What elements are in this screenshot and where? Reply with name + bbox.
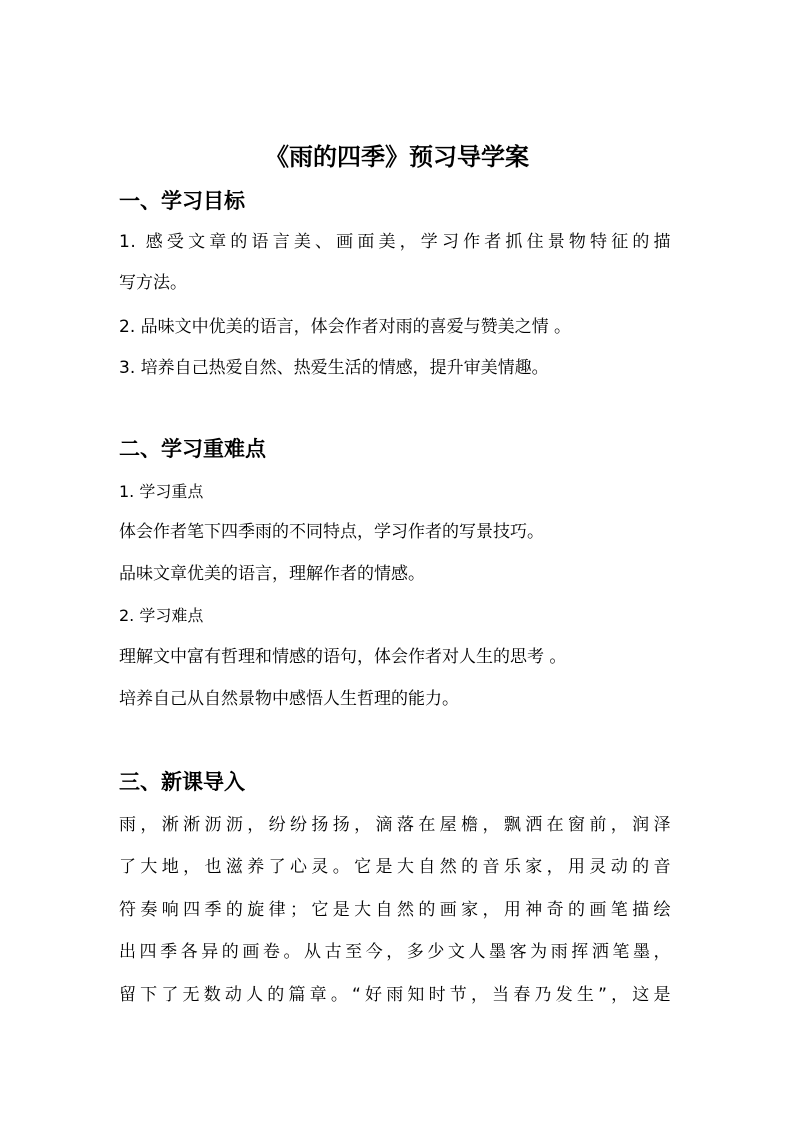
key-point-line-1: 体会作者笔下四季雨的不同特点，学习作者的写景技巧。 — [119, 522, 544, 542]
goal-line-2: 2. 品味文中优美的语言，体会作者对雨的喜爱与赞美之情 。 — [119, 317, 572, 337]
goal-line-1: 1. 感受文章的语言美、画面美，学习作者抓住景物特征的描 — [119, 232, 671, 252]
document-title: 《雨的四季》预习导学案 — [265, 143, 529, 171]
intro-paragraph-line-5: 留下了无数动人的篇章。“好雨知时节，当春乃发生”，这是 — [119, 985, 671, 1005]
section-heading-learning-goals: 一、学习目标 — [119, 189, 245, 213]
section-heading-introduction: 三、新课导入 — [119, 770, 245, 794]
goal-line-1-continued: 写方法。 — [119, 273, 187, 293]
difficult-point-line-1: 理解文中富有哲理和情感的语句，体会作者对人生的思考 。 — [119, 647, 567, 667]
intro-paragraph-line-1: 雨，淅淅沥沥，纷纷扬扬，滴落在屋檐，飘洒在窗前，润泽 — [119, 815, 671, 835]
section-heading-key-difficult-points: 二、学习重难点 — [119, 437, 266, 461]
subheading-key-points: 1. 学习重点 — [119, 482, 204, 501]
intro-paragraph-line-4: 出四季各异的画卷。从古至今，多少文人墨客为雨挥洒笔墨， — [119, 942, 671, 962]
intro-paragraph-line-2: 了大地，也滋养了心灵。它是大自然的音乐家，用灵动的音 — [119, 857, 671, 877]
subheading-difficult-points: 2. 学习难点 — [119, 606, 204, 625]
intro-paragraph-line-3: 符奏响四季的旋律；它是大自然的画家，用神奇的画笔描绘 — [119, 900, 671, 920]
difficult-point-line-2: 培养自己从自然景物中感悟人生哲理的能力。 — [119, 689, 459, 709]
key-point-line-2: 品味文章优美的语言，理解作者的情感。 — [119, 564, 425, 584]
goal-line-3: 3. 培养自己热爱自然、热爱生活的情感，提升审美情趣。 — [119, 358, 549, 378]
